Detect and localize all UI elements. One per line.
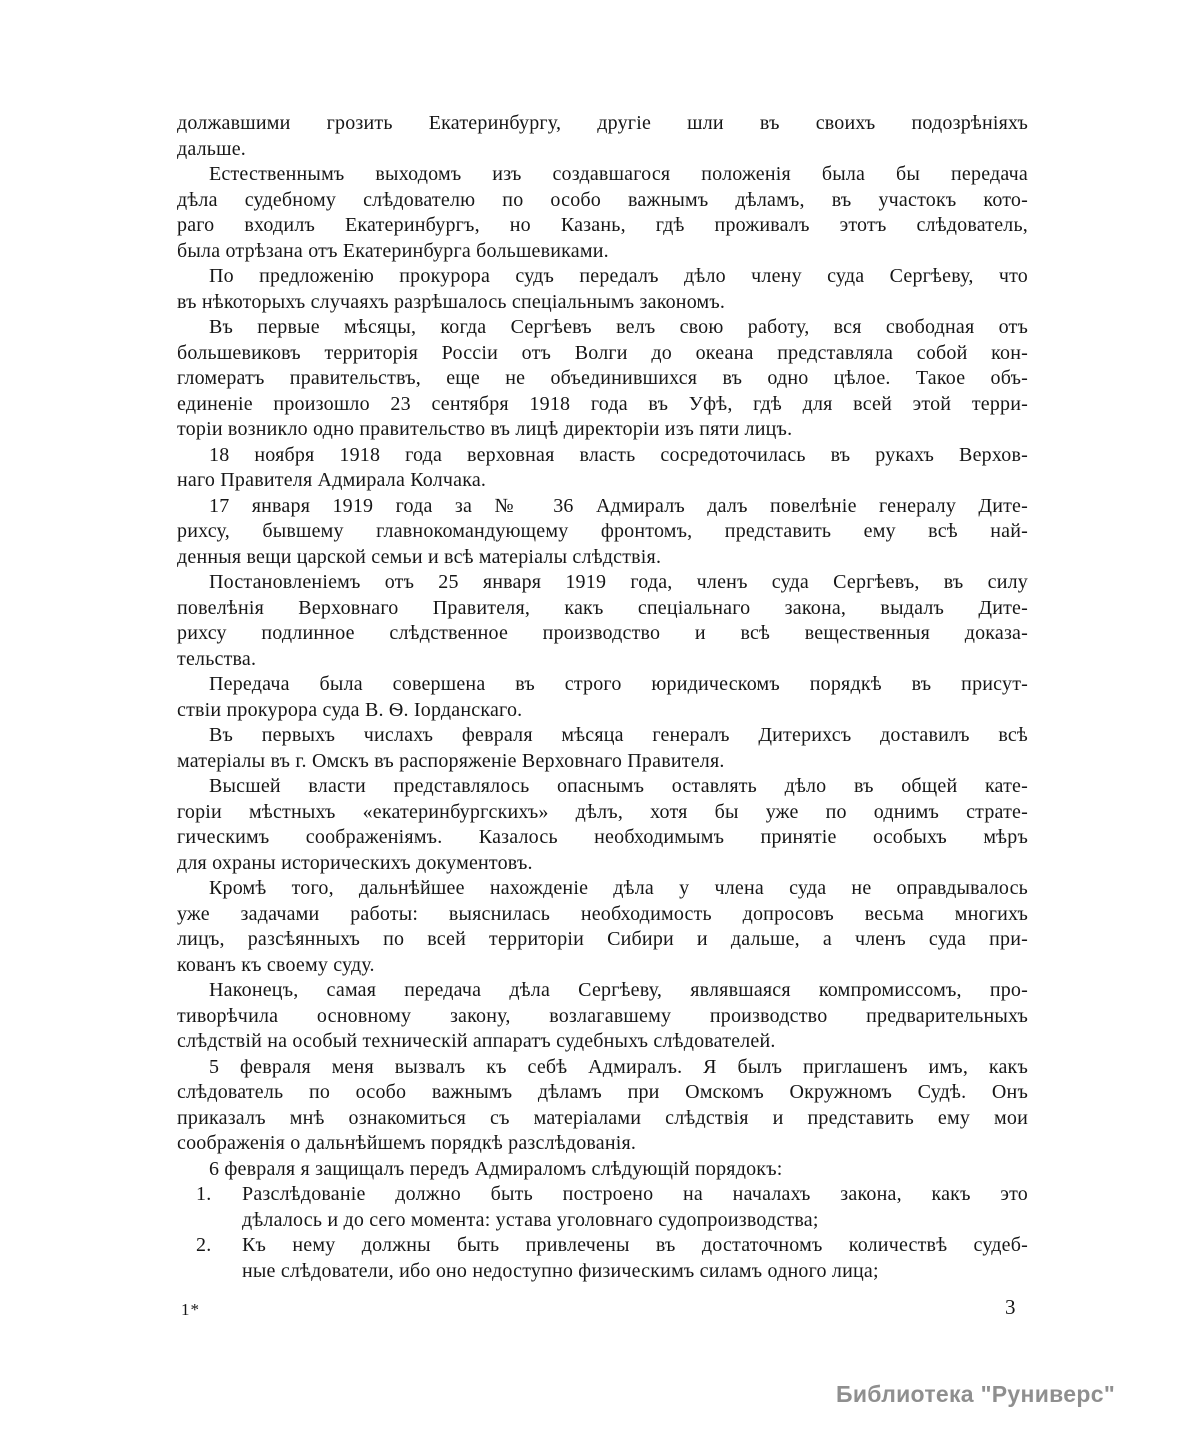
paragraph — [177, 723, 1028, 774]
list-item — [177, 1233, 1028, 1284]
text-line: была отрѣзана отъ Екатеринбурга большевиками. — [177, 239, 609, 262]
list-item — [177, 1182, 1028, 1233]
text-line: торіи возникло одно правительство въ лицѣ директоріи изъ пяти лицъ. — [177, 418, 793, 440]
text-line: уже задачами работы: выяснилась необходимость допросовъ весьма многихъ — [177, 902, 1028, 925]
text-line: 5 февраля меня вызвалъ къ себѣ Адмиралъ. Я былъ приглашенъ имъ, какъ — [209, 1055, 1028, 1078]
footer-signature-mark: 1* — [181, 1300, 200, 1319]
text-line: должавшими грозить Екатеринбургу, другіе шли въ своихъ подозрѣніяхъ — [177, 112, 1028, 134]
text-line: денныя вещи царской семьи и всѣ матеріалы слѣдствія. — [177, 545, 662, 568]
text-line: По предложенію прокурора судъ передалъ дѣло члену суда Сергѣеву, что — [209, 265, 1028, 287]
text-line: тельства. — [177, 647, 257, 670]
text-line: дѣлалось и до сего момента: устава уголовнаго судопроизводства; — [242, 1208, 819, 1231]
paragraph — [177, 1055, 1028, 1157]
paragraph — [177, 672, 1028, 723]
text-line: 18 ноября 1918 года верховная власть сосредоточилась въ рукахъ Верхов- — [209, 443, 1028, 466]
paragraph — [177, 774, 1028, 876]
paragraph — [177, 162, 1028, 264]
text-block — [177, 111, 1028, 1284]
text-line: соображенія о дальнѣйшемъ порядкѣ разслѣдованія. — [177, 1132, 637, 1154]
text-line: Передача была совершена въ строго юридическомъ порядкѣ въ присут- — [209, 673, 1028, 695]
runivers-watermark: Библиотека "Руниверс" — [836, 1381, 1116, 1407]
text-line: горіи мѣстныхъ «екатеринбургскихъ» дѣлъ, хотя бы уже по однимъ страте- — [177, 800, 1028, 823]
text-line: для охраны историческихъ документовъ. — [177, 851, 533, 874]
paragraph — [177, 978, 1028, 1055]
text-line: матеріалы въ г. Омскъ въ распоряженіе Верховнаго Правителя. — [177, 749, 725, 772]
text-line: единеніе произошло 23 сентября 1918 года въ Уфѣ, гдѣ для всей этой терри- — [177, 392, 1028, 415]
text-line: раго входилъ Екатеринбургъ, но Казань, гдѣ проживалъ этотъ слѣдователь, — [177, 214, 1028, 236]
text-line: гломератъ правительствъ, еще не объединившихся въ одно цѣлое. Такое объ- — [177, 367, 1028, 389]
text-line: 2. Къ нему должны быть привлечены въ достаточномъ количествѣ судеб- — [177, 1233, 1028, 1259]
paragraph — [177, 876, 1028, 978]
text-line: дальше. — [177, 137, 247, 160]
paragraph — [177, 443, 1028, 494]
paragraph — [177, 494, 1028, 571]
text-line: 1. Разслѣдованіе должно быть построено на началахъ закона, какъ это — [177, 1182, 1028, 1208]
text-line: тиворѣчила основному закону, возлагавшему производство предварительныхъ — [177, 1004, 1028, 1027]
text-line: Въ первые мѣсяцы, когда Сергѣевъ велъ свою работу, вся свободная отъ — [209, 316, 1028, 338]
text-line: гическимъ соображеніямъ. Казалось необходимымъ принятіе особыхъ мѣръ — [177, 826, 1028, 848]
text-line: Наконецъ, самая передача дѣла Сергѣеву, являвшаяся компромиссомъ, про- — [209, 979, 1028, 1001]
text-line: Постановленіемъ отъ 25 января 1919 года, членъ суда Сергѣевъ, въ силу — [209, 571, 1028, 593]
text-line: рихсу, бывшему главнокомандующему фронтомъ, представить ему всѣ най- — [177, 520, 1028, 542]
text-line: Въ первыхъ числахъ февраля мѣсяца генералъ Дитерихсъ доставилъ всѣ — [209, 724, 1028, 746]
text-line: Кромѣ того, дальнѣйшее нахожденіе дѣла у члена суда не оправдывалось — [209, 877, 1028, 899]
text-line: наго Правителя Адмирала Колчака. — [177, 469, 487, 491]
list-number: 1. — [196, 1183, 212, 1205]
text-line: рихсу подлинное слѣдственное производство и всѣ вещественныя доказа- — [177, 622, 1028, 644]
text-line: Естественнымъ выходомъ изъ создавшагося положенія была бы передача — [209, 163, 1028, 185]
paragraph — [177, 1157, 1028, 1183]
text-line: ствіи прокурора суда В. Ѳ. Іорданскаго. — [177, 698, 523, 721]
text-line: 17 января 1919 года за № 36 Адмиралъ далъ повелѣніе генералу Дите- — [209, 494, 1028, 517]
text-line: кованъ къ своему суду. — [177, 953, 375, 976]
text-line: приказалъ мнѣ ознакомиться съ матеріалами слѣдствія и представить ему мои — [177, 1106, 1028, 1129]
page-number: 3 — [1005, 1295, 1016, 1319]
text-line: дѣла судебному слѣдователю по особо важнымъ дѣламъ, въ участокъ кото- — [177, 188, 1028, 211]
text-line: въ нѣкоторыхъ случаяхъ разрѣшалось спеціальнымъ закономъ. — [177, 290, 726, 313]
text-line: 6 февраля я защищалъ передъ Адмираломъ слѣдующій порядокъ: — [209, 1157, 783, 1180]
text-line: лицъ, разсѣянныхъ по всей территоріи Сибири и дальше, а членъ суда при- — [177, 928, 1028, 950]
paragraph — [177, 570, 1028, 672]
paragraph — [177, 264, 1028, 315]
text-line: Высшей власти представлялось опаснымъ оставлять дѣло въ общей кате- — [209, 775, 1028, 797]
paragraph — [177, 315, 1028, 443]
text-line: большевиковъ территорія Россіи отъ Волги до океана представляла собой кон- — [177, 341, 1028, 364]
text-line: повелѣнія Верховнаго Правителя, какъ спеціальнаго закона, выдалъ Дите- — [177, 596, 1028, 619]
text-line: слѣдователь по особо важнымъ дѣламъ при Омскомъ Окружномъ Судѣ. Онъ — [177, 1081, 1028, 1103]
list-number: 2. — [196, 1234, 212, 1256]
paragraph — [177, 111, 1028, 162]
text-line: слѣдствій на особый техническій аппаратъ судебныхъ слѣдователей. — [177, 1030, 776, 1052]
text-line: ные слѣдователи, ибо оно недоступно физическимъ силамъ одного лица; — [242, 1259, 879, 1282]
